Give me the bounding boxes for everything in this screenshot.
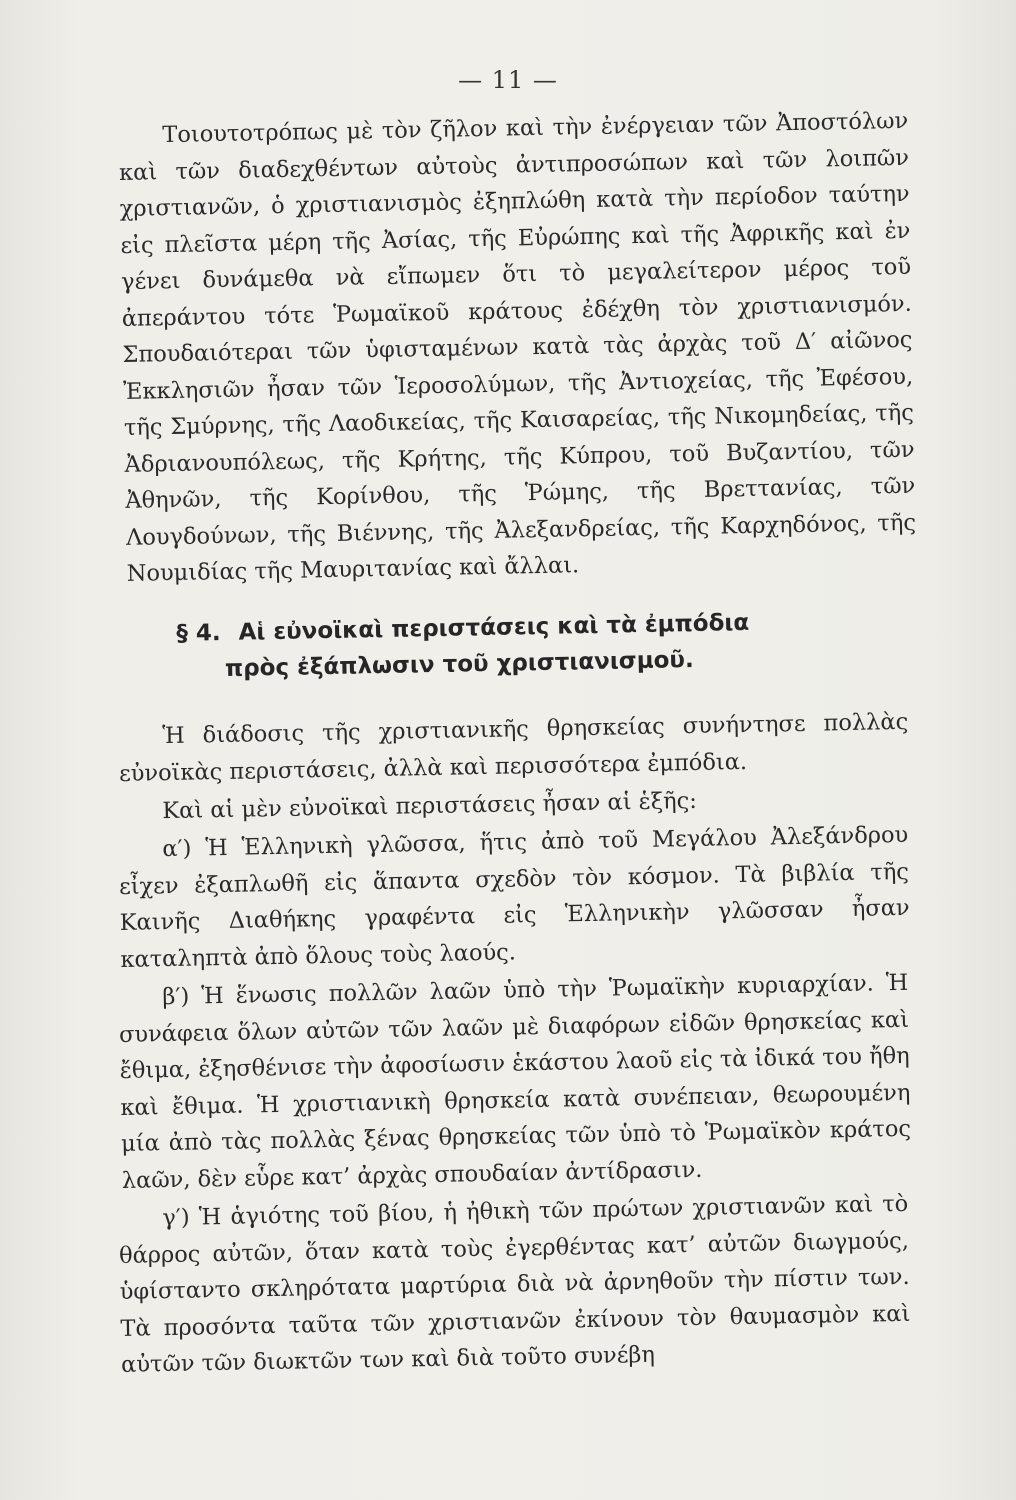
section-paragraph-intro: Ἡ διάδοσις τῆς χριστιανικῆς θρησκείας συνήντησε πολλὰς εὐνοϊκὰς περιστάσεις, ἀλλὰ καὶ περισσότερα ἐμπόδια. bbox=[118, 708, 909, 786]
section-title-line1: Αἱ εὐνοϊκαὶ περιστάσεις καὶ τὰ ἐμπόδια bbox=[238, 609, 750, 646]
page-content bbox=[118, 107, 917, 1384]
section-paragraph-alpha: α′) Ἡ Ἑλληνικὴ γλῶσσα, ἥτις ἀπὸ τοῦ Μεγάλου Ἀλεξάνδρου εἶχεν ἐξαπλωθῆ εἰς ἅπαντα σχεδὸν τὸν κόσμον. Τὰ βιβλία τῆς Καινῆς Διαθήκης γραφέντα εἰς Ἑλληνικὴν γλῶσσαν ἦσαν καταληπτὰ ἀπὸ ὅλους τοὺς λαούς. bbox=[118, 821, 910, 973]
section-heading bbox=[118, 601, 909, 688]
section-number: § 4. bbox=[176, 619, 221, 647]
section-paragraph-list-lead: Καὶ αἱ μὲν εὐνοϊκαὶ περιστάσεις ἦσαν αἱ ἑξῆς: bbox=[162, 787, 698, 824]
section-paragraph-gamma: γ′) Ἡ ἁγιότης τοῦ βίου, ἡ ἠθικὴ τῶν πρώτων χριστιανῶν καὶ τὸ θάρρος αὐτῶν, ὅταν κατὰ τοὺς ἐγερθέντας κατ’ αὐτῶν διωγμούς, ὑφίσταντο σκληρότατα μαρτύρια διὰ νὰ ἀρνηθοῦν τὴν πίστιν των. Τὰ προσόντα ταῦτα τῶν χριστιανῶν ἐκίνουν τὸν θαυμασμὸν καὶ αὐτῶν τῶν διωκτῶν των καὶ διὰ τοῦτο συνέβη bbox=[118, 1190, 911, 1378]
section-title-line2: πρὸς ἐξάπλωσιν τοῦ χριστιανισμοῦ. bbox=[224, 646, 694, 682]
intro-paragraph: Τοιουτοτρόπως μὲ τὸν ζῆλον καὶ τὴν ἐνέργειαν τῶν Ἀποστόλων καὶ τῶν διαδεχθέντων αὐτοὺς ἀντιπροσώπων καὶ τῶν λοιπῶν χριστιανῶν, ὁ χριστιανισμὸς ἐξηπλώθη κατὰ τὴν περίοδον ταύτην εἰς πλεῖστα μέρη τῆς Ἀσίας, τῆς Εὐρώπης καὶ τῆς Ἀφρικῆς καὶ ἐν γένει δυνάμεθα νὰ εἴπωμεν ὅτι τὸ μεγαλείτερον μέρος τοῦ ἀπεράντου τότε Ῥωμαϊκοῦ κράτους ἐδέχθη τὸν χριστιανισμόν. Σπουδαιότεραι τῶν ὑφισταμένων κατὰ τὰς ἀρχὰς τοῦ Δ′ αἰῶνος Ἐκκλησιῶν ἦσαν τῶν Ἱεροσολύμων, τῆς Ἀντιοχείας, τῆς Ἐφέσου, τῆς Σμύρνης, τῆς Λαοδικείας, τῆς Καισαρείας, τῆς Νικομηδείας, τῆς Ἀδριανουπόλεως, τῆς Κρήτης, τῆς Κύπρου, τοῦ Βυζαντίου, τῶν Ἀθηνῶν, τῆς Κορίνθου, τῆς Ῥώμης, τῆς Βρεττανίας, τῶν Λουγδούνων, τῆς Βιέννης, τῆς Ἀλεξανδρείας, τῆς Καρχηδόνος, τῆς Νουμιδίας τῆς Μαυριτανίας καὶ ἄλλαι. bbox=[118, 107, 917, 587]
page-number: — 11 — bbox=[458, 66, 558, 94]
section-paragraph-beta: β′) Ἡ ἕνωσις πολλῶν λαῶν ὑπὸ τὴν Ῥωμαϊκὴν κυριαρχίαν. Ἡ συνάφεια ὅλων αὐτῶν τῶν λαῶν μὲ διαφόρων εἰδῶν θρησκείας καὶ ἔθιμα, ἐξησθένισε τὴν ἀφοσίωσιν ἑκάστου λαοῦ εἰς τὰ ἰδικά του ἤθη καὶ ἔθιμα. Ἡ χριστιανικὴ θρησκεία κατὰ συνέπειαν, θεωρουμένη μία ἀπὸ τὰς πολλὰς ξένας θρησκείας τῶν ὑπὸ τὸ Ῥωμαϊκὸν κράτος λαῶν, δὲν εὗρε κατ’ ἀρχὰς σπουδαίαν ἀντίδρασιν. bbox=[118, 969, 912, 1194]
